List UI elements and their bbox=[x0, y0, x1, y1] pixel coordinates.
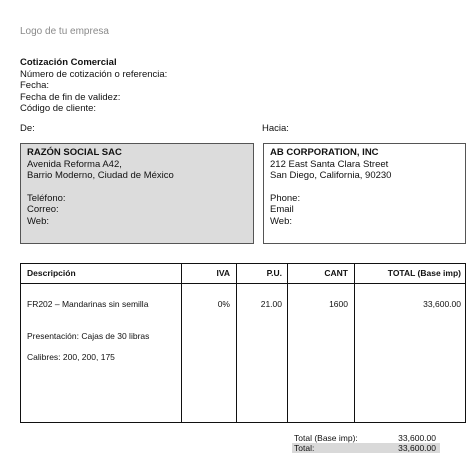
header-description: Descripción bbox=[27, 268, 76, 278]
sender-address-line1: Avenida Reforma A42, bbox=[27, 158, 122, 170]
sender-address-line2: Barrio Moderno, Ciudad de México bbox=[27, 170, 174, 181]
quote-field-reference: Número de cotización o referencia: bbox=[20, 68, 168, 80]
row-total: 33,600.00 bbox=[423, 299, 461, 309]
subtotal-label: Total (Base imp): bbox=[294, 433, 358, 443]
quote-field-valid-until: Fecha de fin de validez: bbox=[20, 91, 121, 103]
quote-field-date: Fecha: bbox=[20, 80, 50, 91]
to-label: Hacia: bbox=[262, 123, 289, 134]
row-quantity: 1600 bbox=[329, 299, 348, 309]
recipient-name: AB CORPORATION, INC bbox=[270, 147, 379, 158]
items-table bbox=[20, 263, 466, 423]
sender-phone-label: Teléfono: bbox=[27, 192, 66, 204]
quote-field-client-code: Código de cliente: bbox=[20, 103, 97, 114]
quote-meta bbox=[20, 57, 167, 115]
recipient-address-line1: 212 East Santa Clara Street bbox=[270, 158, 389, 170]
row-note-calibers: Calibres: 200, 200, 175 bbox=[27, 352, 115, 362]
header-unit-price: P.U. bbox=[266, 268, 282, 278]
logo-placeholder: Logo de tu empresa bbox=[20, 26, 109, 37]
from-label: De: bbox=[20, 123, 35, 134]
header-total: TOTAL (Base imp) bbox=[387, 268, 461, 278]
recipient-phone-label: Phone: bbox=[270, 192, 301, 204]
total-label: Total: bbox=[294, 443, 315, 453]
sender-name: RAZÓN SOCIAL SAC bbox=[27, 147, 122, 158]
header-quantity: CANT bbox=[324, 268, 348, 278]
quote-title: Cotización Comercial bbox=[20, 57, 117, 68]
recipient-email-label: Email bbox=[270, 204, 294, 215]
sender-email-label: Correo: bbox=[27, 204, 59, 215]
header-iva: IVA bbox=[216, 268, 230, 278]
row-note-presentation: Presentación: Cajas de 30 libras bbox=[27, 331, 150, 341]
sender-box bbox=[20, 143, 254, 244]
row-iva: 0% bbox=[217, 299, 230, 309]
total-value: 33,600.00 bbox=[398, 443, 436, 453]
row-description: FR202 – Mandarinas sin semilla bbox=[27, 299, 149, 309]
recipient-box bbox=[263, 143, 466, 244]
recipient-address-line2: San Diego, California, 90230 bbox=[270, 170, 392, 181]
recipient-web-label: Web: bbox=[270, 215, 293, 227]
subtotal-value: 33,600.00 bbox=[398, 433, 436, 443]
row-unit-price: 21.00 bbox=[260, 299, 282, 309]
sender-web-label: Web: bbox=[27, 215, 50, 227]
